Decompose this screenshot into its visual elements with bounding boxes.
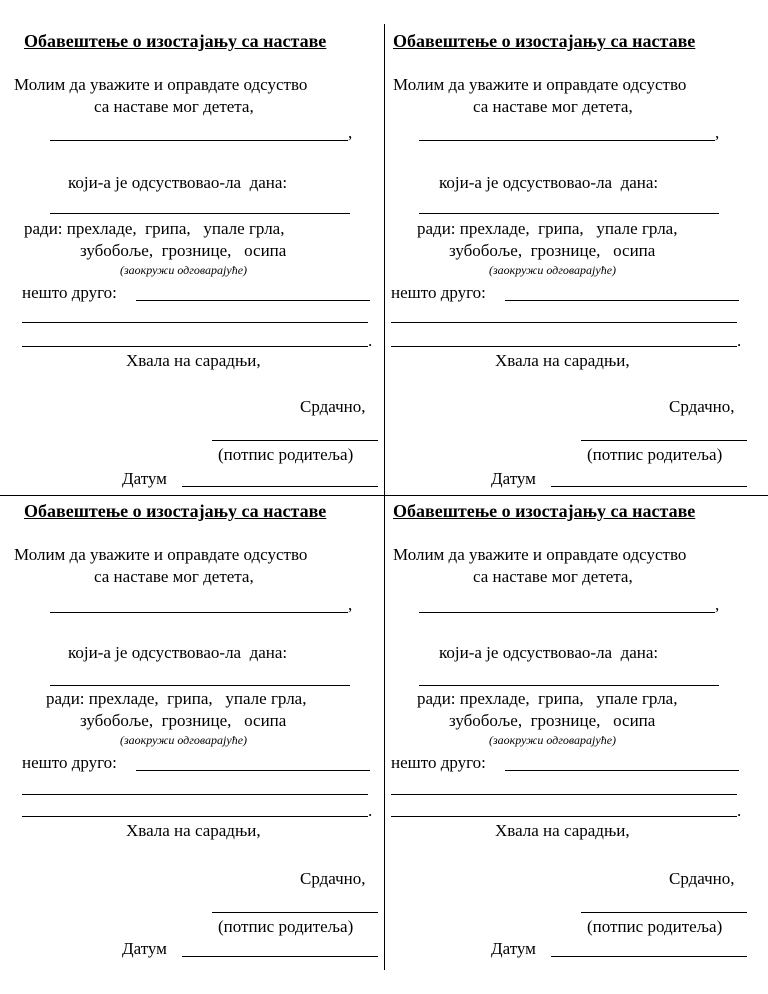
- other-reason-field[interactable]: [505, 300, 739, 301]
- period: .: [737, 331, 742, 350]
- absence-note-bottom-right: [383, 496, 751, 966]
- circle-hint: (заокружи одговарајуће): [489, 733, 617, 747]
- note-request-line-2: са наставе мог детета,: [94, 567, 254, 586]
- note-title: Обавештење о изостајању са наставе: [24, 31, 327, 51]
- other-reason-label: нешто друго:: [391, 753, 486, 772]
- days-absent-field[interactable]: [50, 685, 350, 686]
- reasons-line: ради: прехладе, грипа, упале грла,: [24, 219, 285, 238]
- other-reason-field-3[interactable]: [22, 816, 368, 817]
- note-request-line: Молим да уважите и оправдате одсуство: [14, 75, 308, 94]
- other-reason-field-2[interactable]: [22, 794, 368, 795]
- other-reason-label: нешто друго:: [22, 753, 117, 772]
- absence-note-bottom-left: [14, 496, 382, 966]
- date-field[interactable]: [182, 486, 378, 487]
- regards-text: Срдачно,: [300, 869, 366, 888]
- reasons-line-2: зубобоље, грознице, осипа: [449, 241, 656, 260]
- regards-text: Срдачно,: [669, 397, 735, 416]
- reasons-line: ради: прехладе, грипа, упале грла,: [46, 689, 307, 708]
- signature-label: (потпис родитеља): [218, 445, 354, 464]
- other-reason-field-2[interactable]: [391, 322, 737, 323]
- period: .: [737, 801, 742, 820]
- thanks-text: Хвала на сарадњи,: [126, 821, 261, 840]
- other-reason-field-2[interactable]: [22, 322, 368, 323]
- comma: ,: [715, 595, 720, 614]
- days-absent-label: који-а је одсуствовао-ла дана:: [68, 643, 288, 662]
- period: .: [368, 801, 373, 820]
- regards-text: Срдачно,: [669, 869, 735, 888]
- days-absent-field[interactable]: [50, 213, 350, 214]
- note-title: Обавештење о изостајању са наставе: [393, 501, 696, 521]
- thanks-text: Хвала на сарадњи,: [495, 821, 630, 840]
- circle-hint: (заокружи одговарајуће): [120, 733, 248, 747]
- reasons-line-2: зубобоље, грознице, осипа: [449, 711, 656, 730]
- other-reason-field-3[interactable]: [391, 346, 737, 347]
- signature-label: (потпис родитеља): [587, 917, 723, 936]
- other-reason-field[interactable]: [505, 770, 739, 771]
- note-title: Обавештење о изостајању са наставе: [393, 31, 696, 51]
- thanks-text: Хвала на сарадњи,: [495, 351, 630, 370]
- other-reason-field-3[interactable]: [391, 816, 737, 817]
- other-reason-label: нешто друго:: [22, 283, 117, 302]
- date-label: Датум: [122, 939, 167, 958]
- comma: ,: [715, 123, 720, 142]
- period: .: [368, 331, 373, 350]
- signature-field[interactable]: [581, 440, 747, 441]
- note-request-line-2: са наставе мог детета,: [473, 97, 633, 116]
- date-field[interactable]: [551, 486, 747, 487]
- child-name-field[interactable]: [50, 140, 348, 141]
- date-label: Датум: [491, 939, 536, 958]
- signature-field[interactable]: [581, 912, 747, 913]
- other-reason-field[interactable]: [136, 770, 370, 771]
- date-field[interactable]: [182, 956, 378, 957]
- note-request-line-2: са наставе мог детета,: [94, 97, 254, 116]
- note-request-line: Молим да уважите и оправдате одсуство: [14, 545, 308, 564]
- note-request-line: Молим да уважите и оправдате одсуство: [393, 75, 687, 94]
- circle-hint: (заокружи одговарајуће): [489, 263, 617, 277]
- date-label: Датум: [122, 469, 167, 488]
- signature-field[interactable]: [212, 440, 378, 441]
- regards-text: Срдачно,: [300, 397, 366, 416]
- thanks-text: Хвала на сарадњи,: [126, 351, 261, 370]
- signature-label: (потпис родитеља): [587, 445, 723, 464]
- child-name-field[interactable]: [50, 612, 348, 613]
- days-absent-label: који-а је одсуствовао-ла дана:: [439, 173, 659, 192]
- note-request-line: Молим да уважите и оправдате одсуство: [393, 545, 687, 564]
- absence-note-top-left: [14, 26, 382, 496]
- days-absent-field[interactable]: [419, 685, 719, 686]
- comma: ,: [348, 595, 353, 614]
- date-field[interactable]: [551, 956, 747, 957]
- days-absent-label: који-а је одсуствовао-ла дана:: [68, 173, 288, 192]
- signature-field[interactable]: [212, 912, 378, 913]
- note-request-line-2: са наставе мог детета,: [473, 567, 633, 586]
- reasons-line: ради: прехладе, грипа, упале грла,: [417, 219, 678, 238]
- days-absent-field[interactable]: [419, 213, 719, 214]
- note-title: Обавештење о изостајању са наставе: [24, 501, 327, 521]
- reasons-line-2: зубобоље, грознице, осипа: [80, 241, 287, 260]
- date-label: Датум: [491, 469, 536, 488]
- child-name-field[interactable]: [419, 140, 715, 141]
- comma: ,: [348, 123, 353, 142]
- other-reason-label: нешто друго:: [391, 283, 486, 302]
- other-reason-field-3[interactable]: [22, 346, 368, 347]
- other-reason-field-2[interactable]: [391, 794, 737, 795]
- absence-note-top-right: [383, 26, 751, 496]
- other-reason-field[interactable]: [136, 300, 370, 301]
- reasons-line-2: зубобоље, грознице, осипа: [80, 711, 287, 730]
- days-absent-label: који-а је одсуствовао-ла дана:: [439, 643, 659, 662]
- child-name-field[interactable]: [419, 612, 715, 613]
- signature-label: (потпис родитеља): [218, 917, 354, 936]
- circle-hint: (заокружи одговарајуће): [120, 263, 248, 277]
- reasons-line: ради: прехладе, грипа, упале грла,: [417, 689, 678, 708]
